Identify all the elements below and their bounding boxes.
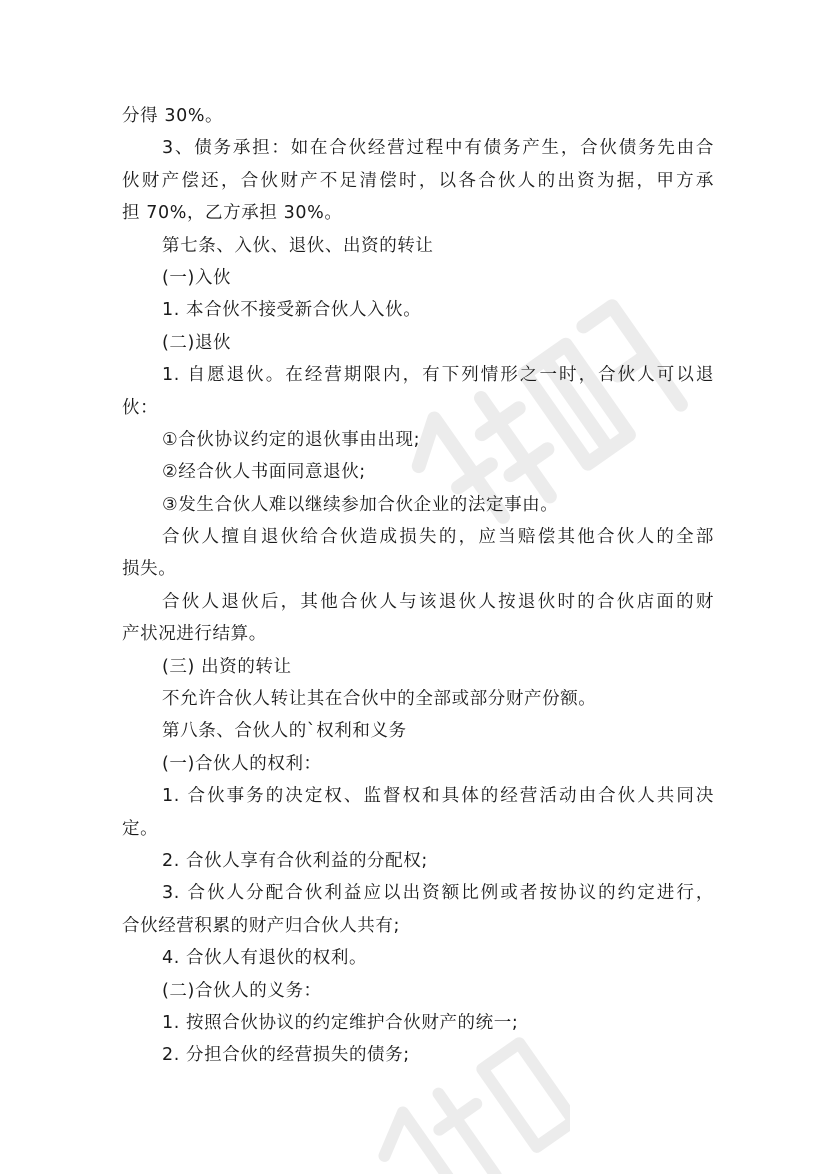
text-line: 担 70%，乙方承担 30%。 xyxy=(122,203,343,224)
text-line: 1. 按照合伙协议的约定维护合伙财产的统一; xyxy=(162,1012,519,1033)
section-heading: 第八条、合伙人的`权利和义务 xyxy=(162,721,407,742)
subsection-heading: (三) 出资的转让 xyxy=(162,656,292,677)
text-line: 伙： xyxy=(122,397,159,418)
text-line: 定。 xyxy=(122,818,159,839)
subsection-heading: (二)合伙人的义务： xyxy=(162,980,322,1001)
text-line: 合伙人退伙后，其他合伙人与该退伙人按退伙时的合伙店面的财 xyxy=(162,591,714,612)
text-line: 合伙经营积累的财产归合伙人共有; xyxy=(122,915,400,936)
text-line: 4. 合伙人有退伙的权利。 xyxy=(162,948,368,969)
subsection-heading: (一)入伙 xyxy=(162,267,232,288)
text-line: 2. 分担合伙的经营损失的债务; xyxy=(162,1045,410,1066)
text-line: 1. 合伙事务的决定权、监督权和具体的经营活动由合伙人共同决 xyxy=(162,786,714,807)
text-line: 2. 合伙人享有合伙利益的分配权; xyxy=(162,850,428,871)
subsection-heading: (二)退伙 xyxy=(162,332,232,353)
text-line: 3. 合伙人分配合伙利益应以出资额比例或者按协议的约定进行， xyxy=(162,883,714,904)
text-line: 1. 自愿退伙。在经营期限内，有下列情形之一时，合伙人可以退 xyxy=(162,365,714,386)
text-line: ①合伙协议约定的退伙事由出现; xyxy=(162,429,421,450)
section-heading: 第七条、入伙、退伙、出资的转让 xyxy=(162,235,434,256)
text-line: 产状况进行结算。 xyxy=(122,624,267,645)
text-line: 损失。 xyxy=(122,559,177,580)
text-line: 不允许合伙人转让其在合伙中的全部或部分财产份额。 xyxy=(162,689,597,710)
document-body xyxy=(122,100,714,1072)
text-line: 分得 30%。 xyxy=(122,106,224,126)
text-line: 3、债务承担：如在合伙经营过程中有债务产生，合伙债务先由合 xyxy=(162,138,714,159)
text-line: 伙财产偿还，合伙财产不足清偿时，以各合伙人的出资为据，甲方承 xyxy=(122,170,714,191)
text-line: 合伙人擅自退伙给合伙造成损失的，应当赔偿其他合伙人的全部 xyxy=(162,527,714,548)
subsection-heading: (一)合伙人的权利： xyxy=(162,753,322,774)
text-line: ②经合伙人书面同意退伙; xyxy=(162,462,366,483)
text-line: ③发生合伙人难以继续参加合伙企业的法定事由。 xyxy=(162,494,559,515)
text-line: 1. 本合伙不接受新合伙人入伙。 xyxy=(162,300,422,321)
